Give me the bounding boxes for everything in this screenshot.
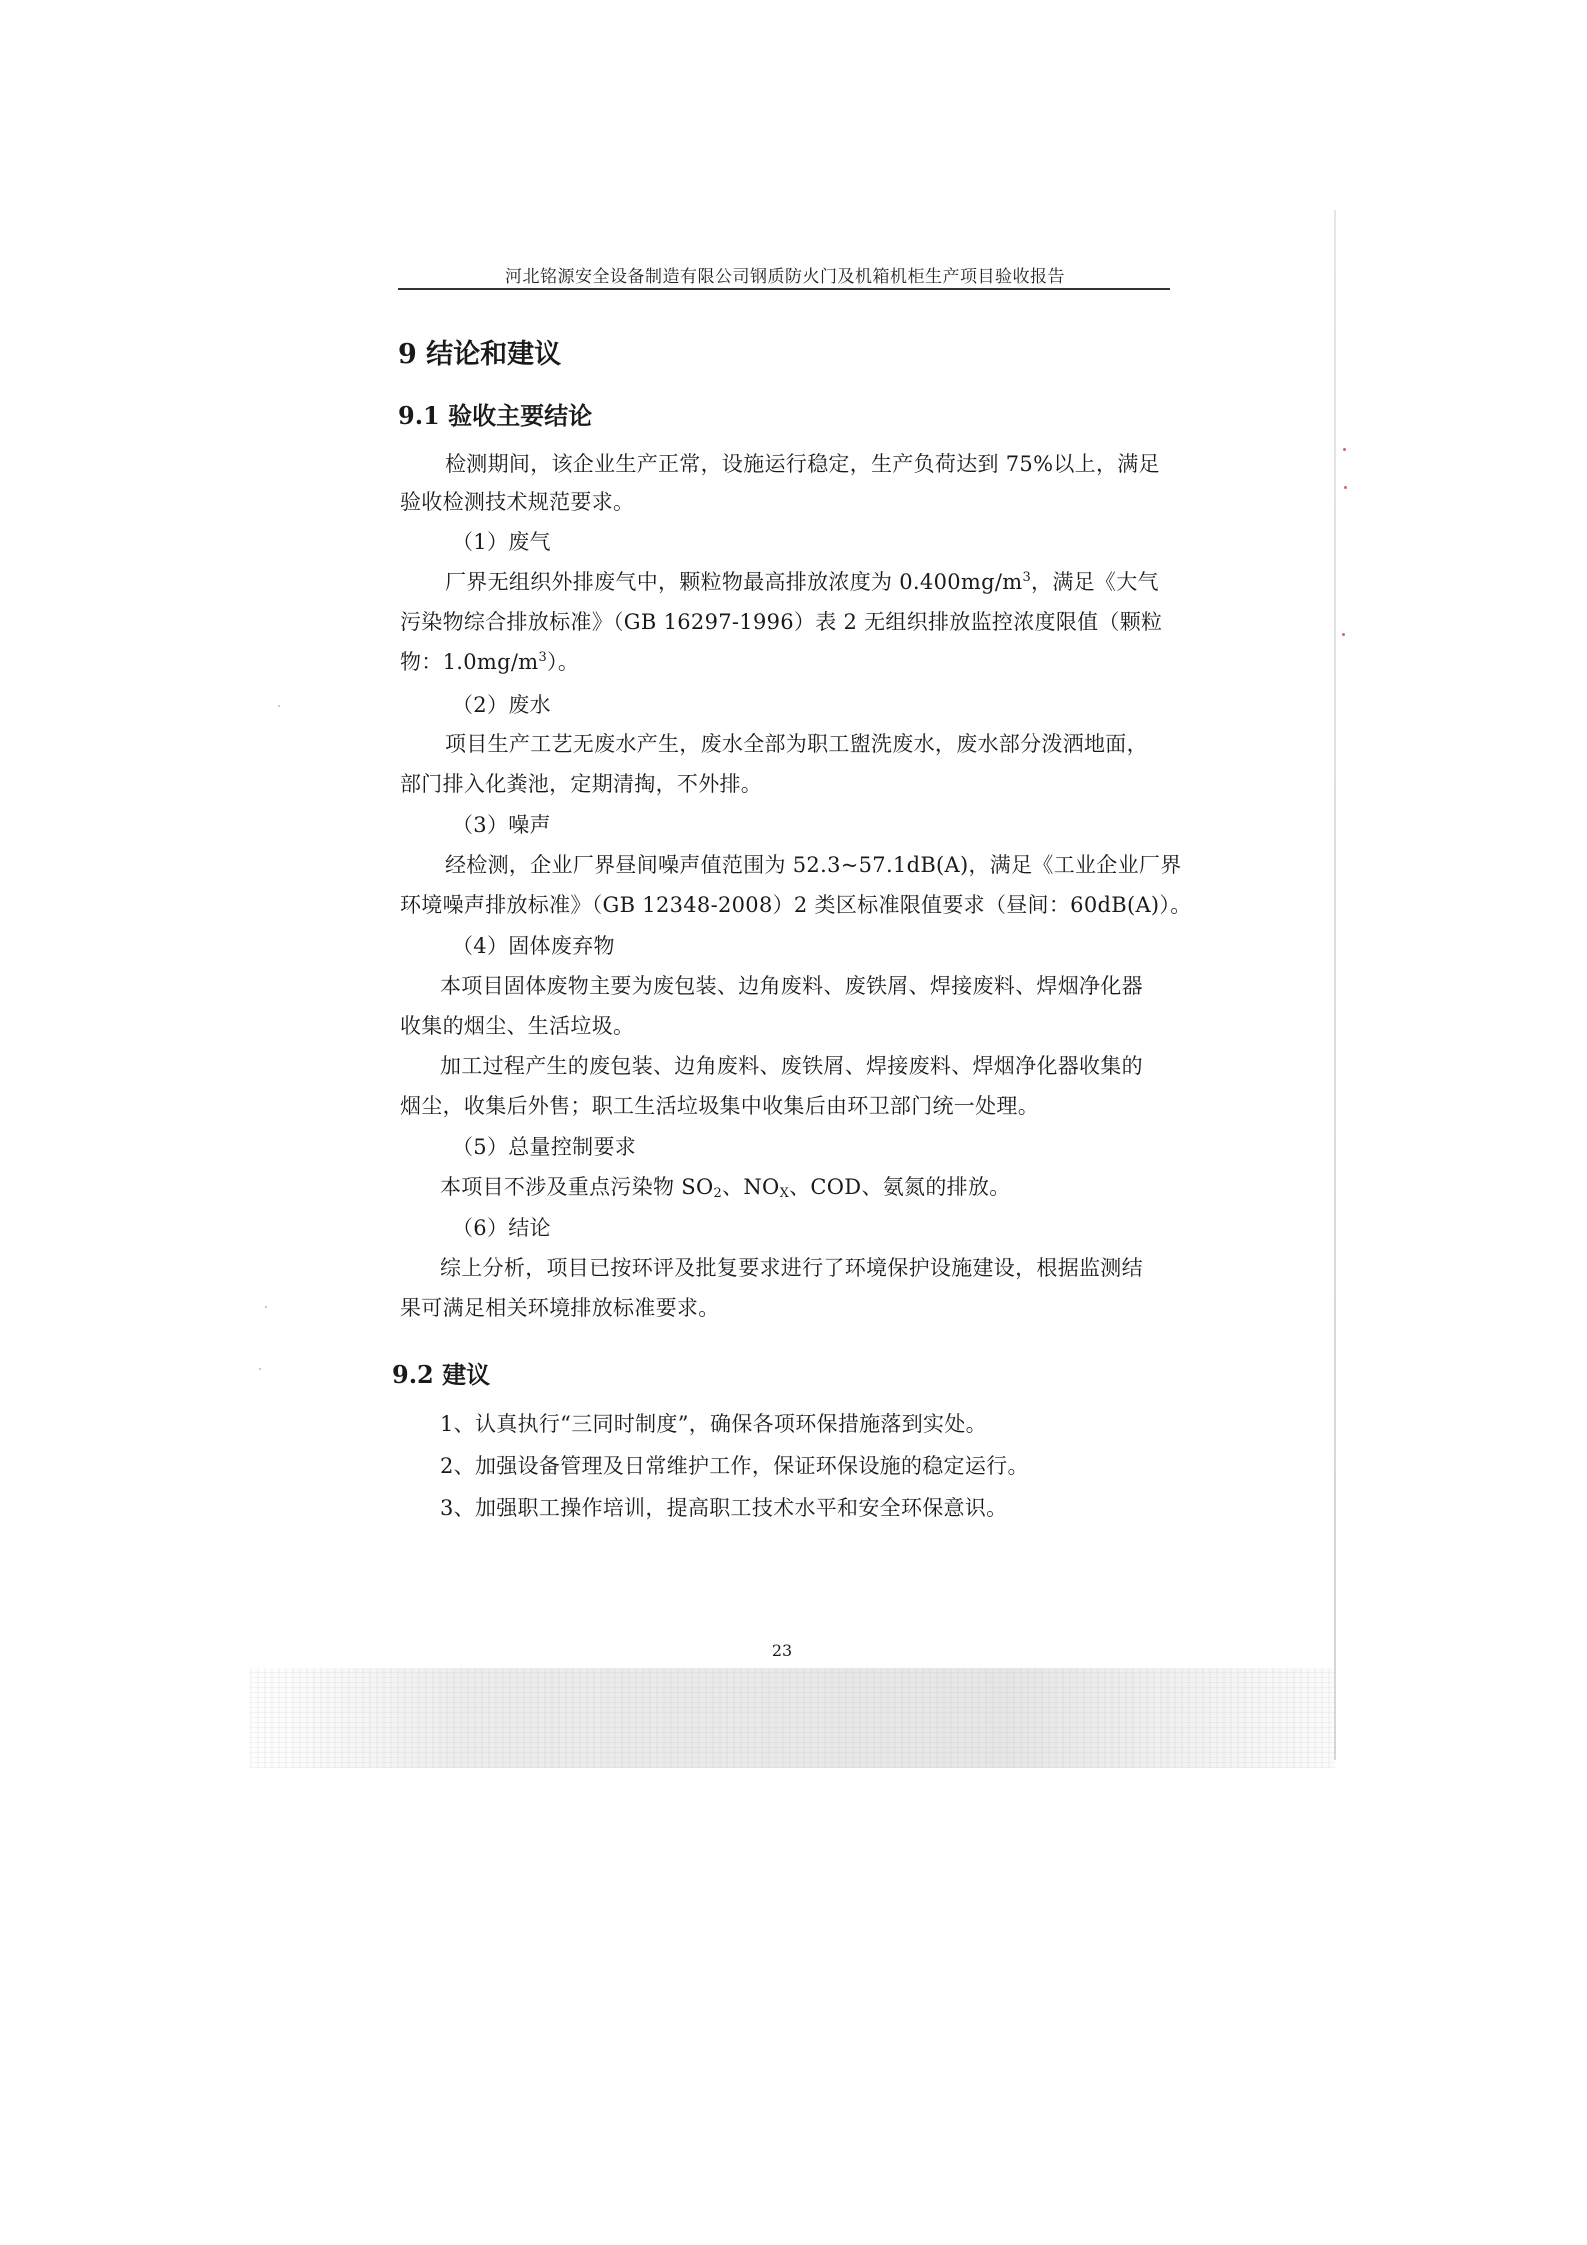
conclusion-line-2: 果可满足相关环境排放标准要求。 [400, 1296, 720, 1320]
page-edge-shadow [1334, 210, 1336, 1760]
solid-heading: （4）固体废弃物 [452, 934, 615, 958]
noise-line-1: 经检测，企业厂界昼间噪声值范围为 52.3~57.1dB(A)，满足《工业企业厂界 [445, 853, 1182, 877]
solid-p2-line-2: 烟尘，收集后外售；职工生活垃圾集中收集后由环卫部门统一处理。 [400, 1094, 1039, 1118]
scan-mark [1344, 486, 1347, 489]
suggestion-item-1: 1、认真执行“三同时制度”，确保各项环保措施落到实处。 [440, 1412, 987, 1436]
conclusion-line-1: 综上分析，项目已按环评及批复要求进行了环境保护设施建设，根据监测结 [440, 1256, 1143, 1280]
header-rule [398, 288, 1170, 290]
noise-line-2: 环境噪声排放标准》（GB 12348-2008）2 类区标准限值要求（昼间：60dB(A)）。 [400, 893, 1192, 917]
total-line: 本项目不涉及重点污染物 $SO_2$、$NO_X$、COD、氨氮的排放。 [440, 1175, 1011, 1201]
suggestion-item-3: 3、加强职工操作培训，提高职工技术水平和安全环保意识。 [440, 1496, 1008, 1520]
water-line-2: 部门排入化粪池，定期清掏，不外排。 [400, 772, 763, 796]
intro-line-2: 验收检测技术规范要求。 [400, 490, 635, 514]
scan-speck [278, 705, 280, 707]
page-number: 23 [771, 1641, 793, 1660]
noise-heading: （3）噪声 [452, 813, 551, 837]
water-heading: （2）废水 [452, 693, 551, 717]
scan-noise-band [250, 1668, 1335, 1768]
scan-speck [265, 1306, 267, 1308]
scan-mark [1342, 633, 1345, 636]
gas-line-2: 污染物综合排放标准》（GB 16297-1996）表 2 无组织排放监控浓度限值（颗粒 [400, 610, 1163, 634]
running-header: 河北铭源安全设备制造有限公司钢质防火门及机箱机柜生产项目验收报告 [505, 267, 1065, 287]
section-heading-9-2: 9.2 建议 [392, 1360, 491, 1389]
gas-line-3: 物：$1.0mg/m^3$）。 [400, 650, 580, 674]
solid-p1-line-1: 本项目固体废物主要为废包装、边角废料、废铁屑、焊接废料、焊烟净化器 [440, 974, 1143, 998]
water-line-1: 项目生产工艺无废水产生，废水全部为职工盥洗废水，废水部分泼洒地面， [445, 732, 1148, 756]
scan-mark [1343, 448, 1346, 451]
conclusion-heading: （6）结论 [452, 1216, 551, 1240]
total-heading: （5）总量控制要求 [452, 1135, 637, 1159]
scan-speck [259, 1368, 261, 1370]
section-heading-9-1: 9.1 验收主要结论 [398, 401, 593, 430]
gas-heading: （1）废气 [452, 530, 551, 554]
gas-line-1: 厂界无组织外排废气中，颗粒物最高排放浓度为 $0.400mg/m^3$，满足《大气 [445, 570, 1159, 594]
solid-p1-line-2: 收集的烟尘、生活垃圾。 [400, 1014, 635, 1038]
suggestion-item-2: 2、加强设备管理及日常维护工作，保证环保设施的稳定运行。 [440, 1454, 1029, 1478]
intro-line-1: 检测期间，该企业生产正常，设施运行稳定，生产负荷达到 75%以上，满足 [445, 452, 1160, 476]
chapter-title: 9 结论和建议 [398, 339, 562, 370]
solid-p2-line-1: 加工过程产生的废包装、边角废料、废铁屑、焊接废料、焊烟净化器收集的 [440, 1054, 1143, 1078]
